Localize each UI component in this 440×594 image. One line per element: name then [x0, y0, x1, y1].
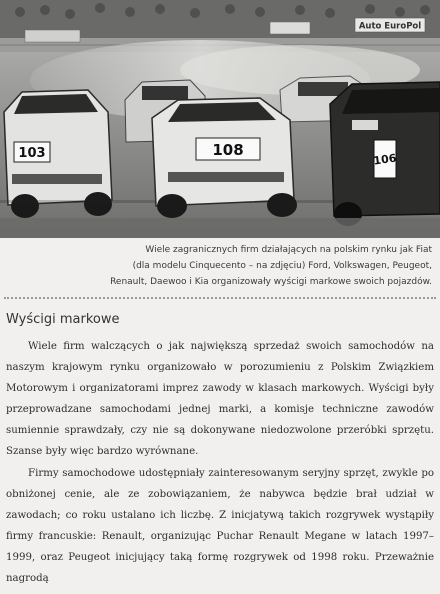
car-108 — [152, 98, 297, 218]
caption-line-3: Renault, Daewoo i Kia organizowały wyścigi markowe swoich pojazdów. — [110, 277, 432, 287]
dotted-divider — [4, 297, 436, 299]
caption-line-2: (dla modelu Cinquecento – na zdjęciu) Ford, Volkswagen, Peugeot, — [132, 261, 432, 271]
car-number-106: 106 — [372, 151, 398, 168]
caption-line-1: Wiele zagranicznych firm działających na polskim rynku jak Fiat — [145, 245, 432, 255]
car-number-108: 108 — [212, 141, 244, 159]
banner-sponsor-text: Auto EuroPol — [358, 21, 422, 32]
paragraph-2: Firmy samochodowe udostępniały zainteresowanym seryjny sprzęt, zwykle po obniżonej cenie, ale ze zobowiązaniem, że nabywca będzie brał udział w zawodach; co roku ustalano ich liczbę. Z inicjatywą takich rozgrywek wystąpiły firmy francuskie: Renault, organizując Puchar Renault Megane w latach 1997–1999, oraz Peugeot inicjujący taką formę rozgrywek od 1998 roku. Przeważnie nagrodą — [6, 467, 434, 585]
car-number-103: 103 — [18, 146, 46, 161]
photo-caption — [60, 242, 432, 290]
race-photo — [0, 0, 440, 238]
body-text — [6, 336, 434, 589]
race-photo-graphic — [0, 0, 440, 238]
car-106 — [330, 82, 440, 226]
section-title: Wyścigi markowe — [6, 312, 120, 327]
paragraph-1: Wiele firm walczących o jak największą sprzedaż swoich samochodów na naszym krajowym rynku organizowało w porozumieniu z Polskim Związkiem Motorowym i organizatorami imprez zawody w klasach markowych. Wyścigi były przeprowadzane samochodami jednej marki, a komisje techniczne zawodów sumiennie sprawdzały, czy nie są dokonywane niedozwolone przeróbki sprzętu. Szanse były więc bardzo wyrównane. — [6, 341, 434, 458]
